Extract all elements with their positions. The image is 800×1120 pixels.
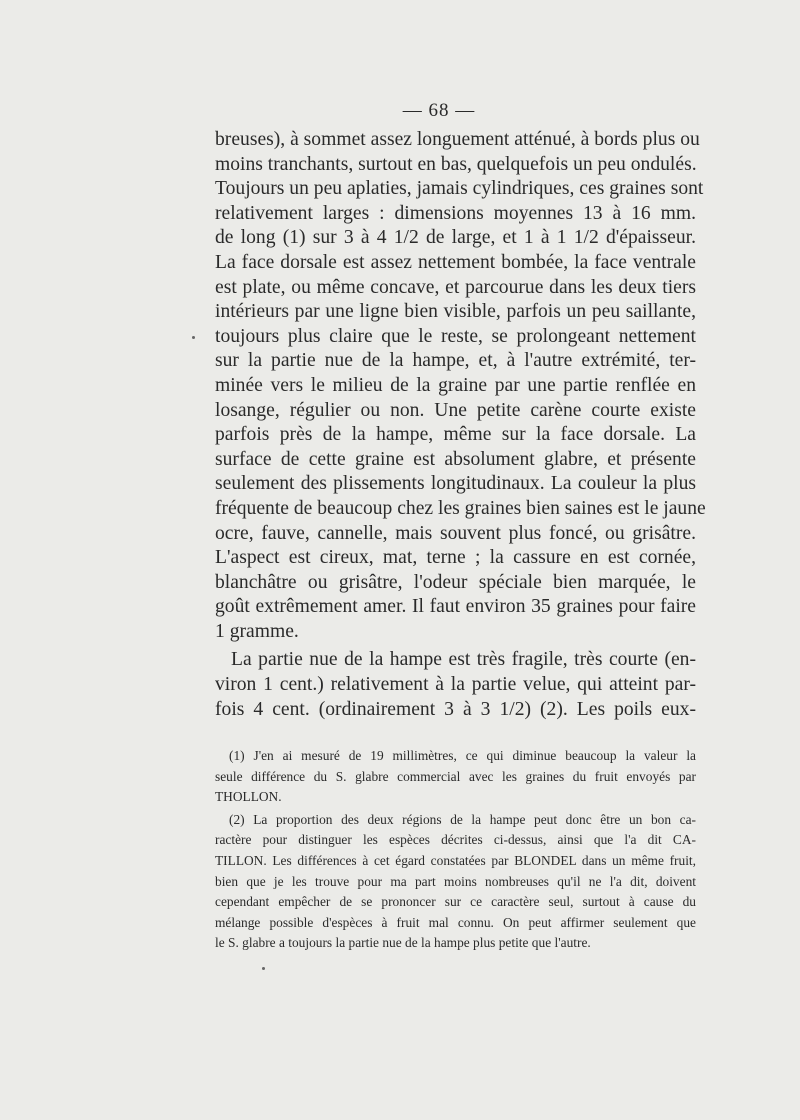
footnote-line: (2) La proportion des deux régions de la hampe peut donc être un bon ca- [229, 811, 696, 827]
text-line: toujours plus claire que le reste, se prolongeant nettement [215, 325, 696, 347]
footnote-line: bien que je les trouve pour ma part moins nombreuses qu'il ne l'a dit, doivent [215, 873, 696, 889]
text-line: losange, régulier ou non. Une petite carène courte existe [215, 399, 696, 421]
footnote-line: (1) J'en ai mesuré de 19 millimètres, ce qui diminue beaucoup la valeur la [229, 748, 696, 763]
text-line: relativement larges : dimensions moyennes 13 à 16 mm. [215, 202, 696, 224]
margin-speck [192, 336, 195, 339]
text-line: La partie nue de la hampe est très fragile, très courte (en- [231, 649, 696, 671]
body-text [215, 128, 706, 722]
text-line: parfois près de la hampe, même sur la face dorsale. La [215, 424, 696, 446]
text-line: breuses), à sommet assez longuement atténué, à bords plus ou [215, 129, 700, 150]
text-line: de long (1) sur 3 à 4 1/2 de large, et 1 à 1 1/2 d'épaisseur. [215, 227, 696, 249]
text-line: goût extrêmement amer. Il faut environ 35 graines pour faire [215, 596, 696, 618]
text-line: ocre, fauve, cannelle, mais souvent plus foncé, ou grisâtre. [215, 522, 696, 544]
footnote-line: mélange possible d'espèces à fruit mal connu. On peut affirmer seulement que [215, 914, 696, 930]
footnote-line: cependant empêcher de se prononcer sur ce caractère seul, surtout à cause du [215, 894, 696, 910]
text-line: Toujours un peu aplaties, jamais cylindriques, ces graines sont [215, 178, 704, 200]
text-line: moins tranchants, surtout en bas, quelquefois un peu ondulés. [215, 153, 697, 175]
footnote-line: le S. glabre a toujours la partie nue de la hampe plus petite que l'autre. [215, 935, 591, 951]
footnote-line: seule différence du S. glabre commercial avec les graines du fruit envoyés par [215, 768, 696, 784]
text-line: fois 4 cent. (ordinairement 3 à 3 1/2) (2). Les poils eux- [215, 698, 696, 720]
text-line: 1 gramme. [215, 620, 299, 642]
text-line: viron 1 cent.) relativement à la partie velue, qui atteint par- [215, 674, 696, 696]
footnote-line: TILLON. Les différences à cet égard constatées par BLONDEL dans un même fruit, [215, 852, 696, 868]
text-line: La face dorsale est assez nettement bombée, la face ventrale [215, 251, 696, 273]
text-line: minée vers le milieu de la graine par une partie renflée en [215, 374, 696, 396]
page-number: — 68 — [402, 100, 476, 121]
text-line: intérieurs par une ligne bien visible, parfois un peu saillante, [215, 301, 696, 323]
text-line: L'aspect est cireux, mat, terne ; la cassure en est cornée, [215, 547, 696, 569]
text-line: fréquente de beaucoup chez les graines bien saines est le jaune [215, 497, 706, 519]
footnotes [215, 746, 696, 954]
text-line: blanchâtre ou grisâtre, l'odeur spéciale bien marquée, le [215, 571, 696, 593]
footnote-line: ractère pour distinguer les espèces décrites ci-dessus, ainsi que l'a dit CA- [215, 832, 696, 848]
text-line: est plate, ou même concave, et parcourue dans les deux tiers [215, 276, 696, 298]
text-line: sur la partie nue de la hampe, et, à l'autre extrémité, ter- [215, 350, 696, 372]
text-line: seulement des plissements longitudinaux. La couleur la plus [215, 473, 696, 495]
text-line: surface de cette graine est absolument glabre, et présente [215, 448, 696, 470]
margin-speck [262, 967, 265, 970]
footnote-line: THOLLON. [215, 789, 282, 805]
